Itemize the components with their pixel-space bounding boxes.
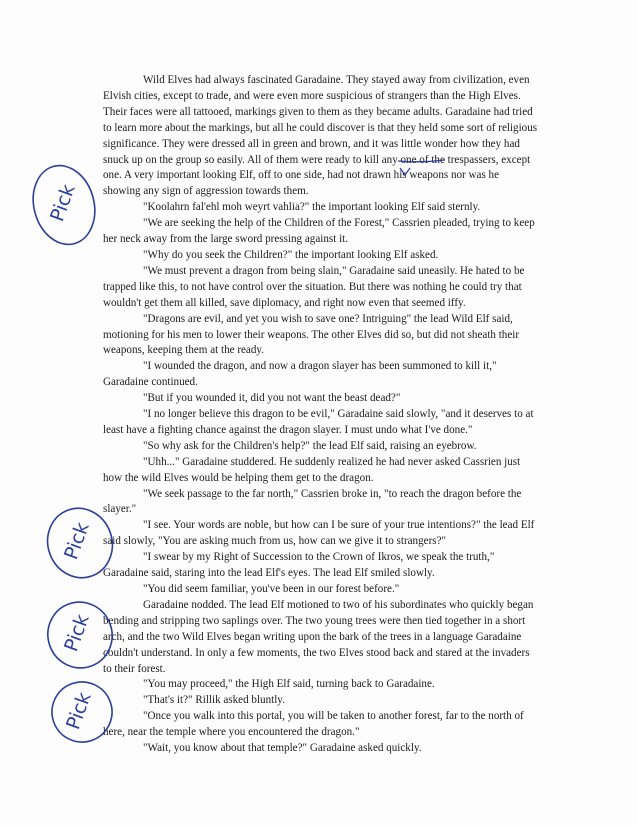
insertion-caret xyxy=(400,168,410,175)
paragraph: "I wounded the dragon, and now a dragon slayer has been summoned to kill it," Garadaine continued. xyxy=(103,360,497,389)
paragraph: "We must prevent a dragon from being slain," Garadaine said uneasily. He hated to be trapped like this, to not have control over the situation. But there was nothing he could try that wouldn't get them all killed, save diplomacy, and right now even that seemed iffy. xyxy=(103,264,525,309)
paragraph: "We are seeking the help of the Children of the Forest," Cassrien pleaded, trying to keep her neck away from the large sword pressing against it. xyxy=(103,217,535,246)
paragraph: "Dragons are evil, and yet you wish to save one? Intriguing" the lead Wild Elf said, motioning for his men to lower their weapons. The other Elves did so, but did not sheath their weapons, keeping them at the ready. xyxy=(103,312,520,357)
paragraph: "Koolahrn fal'ehl moh weyrt vahlia?" the important looking Elf said sternly. xyxy=(143,201,481,214)
paragraph: "That's it?" Rillik asked bluntly. xyxy=(143,694,285,707)
paragraph: "Wait, you know about that temple?" Garadaine asked quickly. xyxy=(143,742,422,755)
paragraph: "But if you wounded it, did you not want the beast dead?" xyxy=(143,392,401,405)
paragraph: Wild Elves had always fascinated Garadaine. They stayed away from civilization, even Elvish cities, except to trade, and were even more suspicious of strangers than the High Elves. Their faces were all tattooed, markings given to them as they became adults. Garadaine had tried to learn more about the markings, but all he could discover is that they held some sort of religious significance. They were dressed all in green and brown, and it was little wonder how they had snuck up on the group so easily. All of them were ready to kill any one of the trespassers, except one. A very important looking Elf, off to one side, had not drawn his weapons nor was he showing any sign of aggression towards them. xyxy=(103,74,538,198)
paragraph: "I see. Your words are noble, but how can I be sure of your true intentions?" the lead Elf said slowly, "You are asking much from us, how can we give it to strangers?" xyxy=(103,519,535,548)
paragraph: "So why ask for the Children's help?" the lead Elf said, raising an eyebrow. xyxy=(143,439,477,452)
margin-note: Pick xyxy=(46,181,80,225)
margin-note: Pick xyxy=(62,689,96,733)
paragraph: "Why do you seek the Children?" the important looking Elf asked. xyxy=(143,248,439,261)
margin-note: Pick xyxy=(60,519,94,563)
paragraph: "I swear by my Right of Succession to the Crown of Ikros, we speak the truth," Garadaine said, staring into the lead Elf's eyes. The lead Elf smiled slowly. xyxy=(103,551,495,580)
paragraph: Garadaine nodded. The lead Elf motioned to two of his subordinates who quickly began bending and stripping two saplings over. The two young trees were then tied together in a short arch, and the two Wild Elves began writing upon the bark of the trees in a language Garadaine couldn't understand. In only a few moments, the two Elves stood back and stared at the invaders to their forest. xyxy=(103,598,534,675)
paragraph: "You did seem familiar, you've been in our forest before." xyxy=(143,583,400,595)
paragraph: "Uhh..." Garadaine studdered. He suddenly realized he had never asked Cassrien just how the wild Elves would be helping them get to the dragon. xyxy=(103,455,521,484)
paragraph: "I no longer believe this dragon to be evil," Garadaine said slowly, "and it deserves to at least have a fighting chance against the dragon slayer. I must undo what I've done." xyxy=(103,408,534,436)
underline-mark xyxy=(398,160,445,162)
margin-note: Pick xyxy=(60,611,94,655)
paragraph: "Once you walk into this portal, you will be taken to another forest, far to the north of here, near the temple where you encountered the dragon." xyxy=(103,710,524,739)
paragraph: "We seek passage to the far north," Cassrien broke in, "to reach the dragon before the slayer." xyxy=(103,487,522,516)
paragraph: "You may proceed," the High Elf said, turning back to Garadaine. xyxy=(143,678,435,691)
